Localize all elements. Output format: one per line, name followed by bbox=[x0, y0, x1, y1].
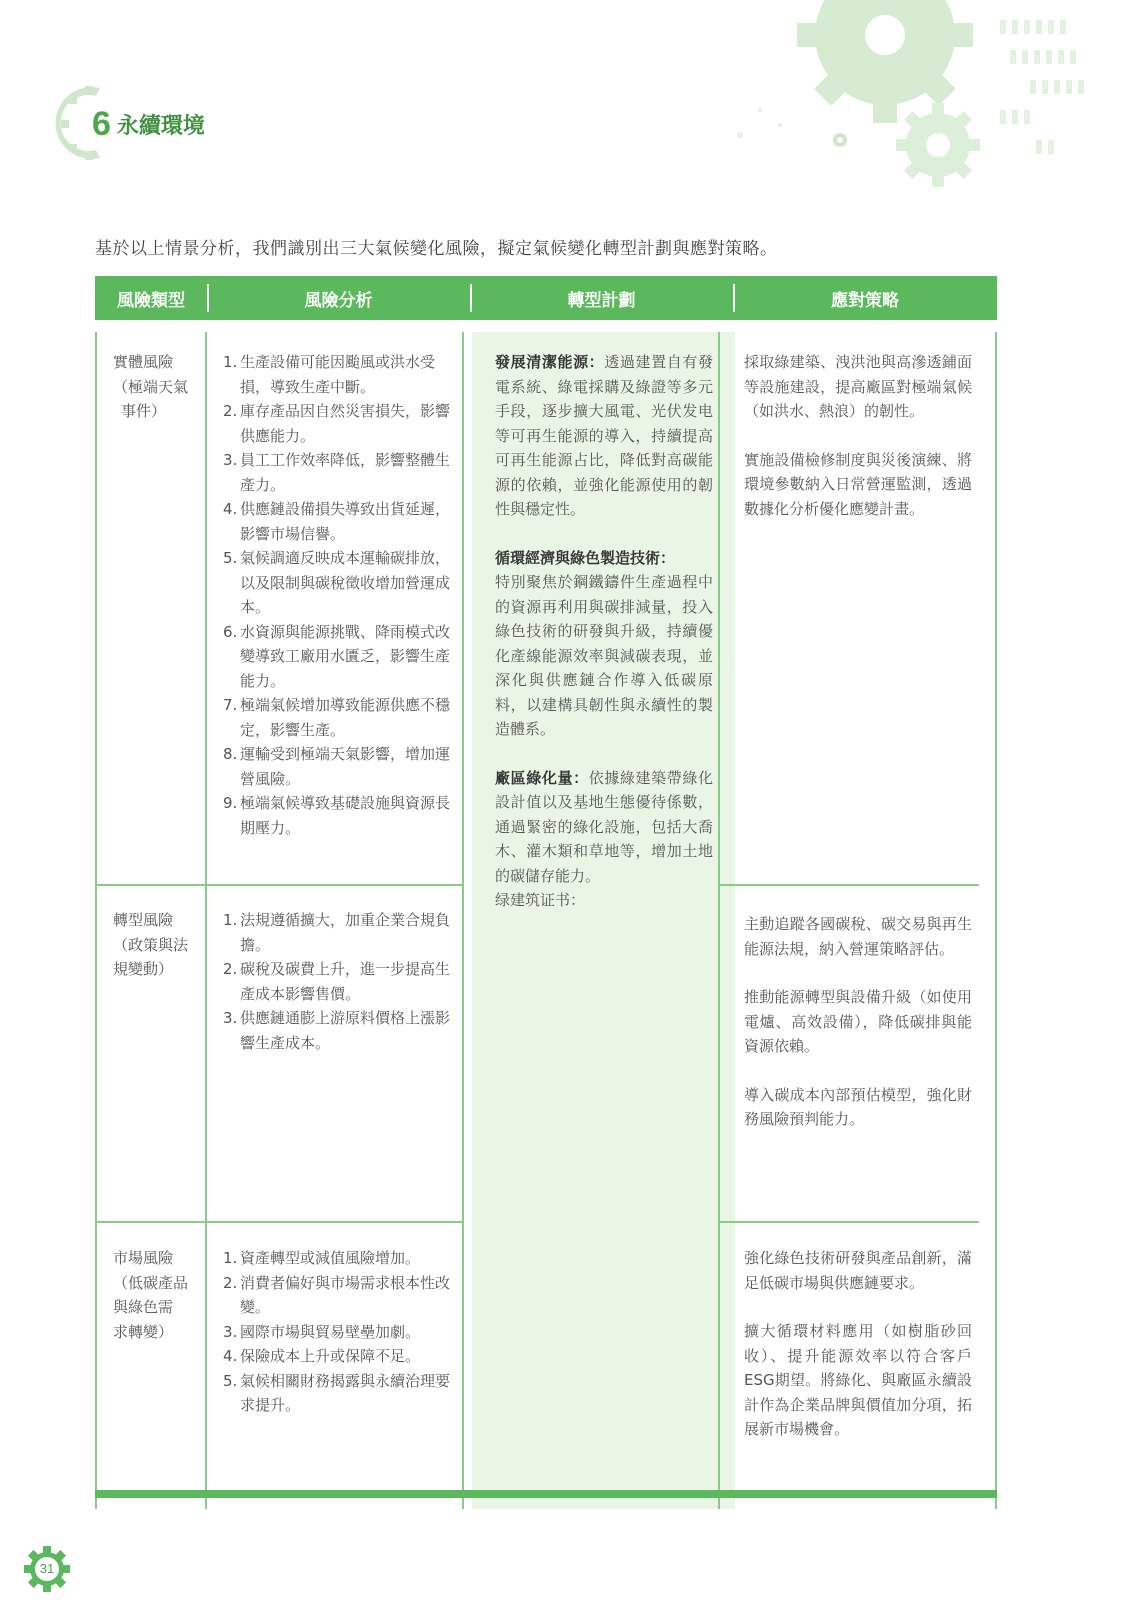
strategy-paragraph: 主動追蹤各國碳稅、碳交易與再生能源法規，納入營運策略評估。 bbox=[744, 915, 972, 958]
plan-text: 透過建置自有發電系統、綠電採購及綠證等多元手段，逐步擴大風電、光伏发电等可再生能源的導入，持續提高可再生能源占比，降低對高碳能源的依賴，並強化能源使用的韌性與穩定性。 bbox=[495, 353, 713, 518]
category-line: 市場風險 bbox=[113, 1249, 174, 1267]
divider bbox=[462, 332, 464, 1509]
item-number: 2. bbox=[223, 402, 238, 420]
list-item bbox=[223, 908, 455, 957]
row-divider bbox=[97, 884, 463, 886]
item-number: 7. bbox=[223, 696, 238, 714]
analysis-item: 庫存產品因自然災害損失，影響供應能力。 bbox=[240, 402, 451, 445]
list-item bbox=[223, 791, 455, 840]
list-item bbox=[223, 1271, 455, 1320]
gear-decoration-top-right bbox=[700, 0, 1124, 200]
plan-paragraph bbox=[495, 546, 713, 742]
risk-category-transition bbox=[113, 908, 203, 982]
item-number: 3. bbox=[223, 451, 238, 469]
analysis-item: 水資源與能源挑戰、降雨模式改變導致工廠用水匱乏，影響生產能力。 bbox=[240, 622, 451, 690]
category-line: 事件） bbox=[121, 402, 167, 420]
item-number: 1. bbox=[223, 353, 238, 371]
item-number: 8. bbox=[223, 745, 238, 763]
list-item bbox=[223, 546, 455, 620]
analysis-item: 員工工作效率降低，影響整體生產力。 bbox=[240, 451, 451, 494]
plan-text: 依據綠建築帶綠化設計值以及基地生態優待係數，通過緊密的綠化設施，包括大喬木、灌木類和草地等，增加土地的碳儲存能力。 bbox=[495, 768, 713, 885]
page-number: 31 bbox=[35, 1557, 59, 1581]
bottom-bar bbox=[95, 1490, 997, 1498]
analysis-item: 法規遵循擴大，加重企業合規負擔。 bbox=[240, 911, 451, 954]
list-item bbox=[223, 742, 455, 791]
item-number: 1. bbox=[223, 911, 238, 929]
header-risk-type: 風險類型 bbox=[117, 290, 185, 311]
item-number: 4. bbox=[223, 500, 238, 518]
list-item bbox=[223, 620, 455, 694]
analysis-item: 運輸受到極端天氣影響，增加運營風險。 bbox=[240, 745, 451, 788]
plan-paragraph bbox=[495, 350, 713, 522]
plan-title: 廠區綠化量： bbox=[495, 768, 589, 787]
plan-text: 绿建筑证书： bbox=[495, 891, 586, 909]
category-line: 與綠色需 bbox=[113, 1298, 174, 1316]
analysis-item: 氣候相關財務揭露與永續治理要求提升。 bbox=[240, 1371, 451, 1414]
chapter-header bbox=[62, 84, 205, 164]
analysis-item: 氣候調適反映成本運輸碳排放，以及限制與碳稅徵收增加營運成本。 bbox=[240, 549, 451, 616]
analysis-item: 消費者偏好與市場需求根本性改變。 bbox=[240, 1273, 451, 1316]
transition-plan bbox=[495, 350, 713, 937]
list-item bbox=[223, 1320, 455, 1345]
list-item bbox=[223, 399, 455, 448]
category-line: 轉型風險 bbox=[113, 911, 174, 929]
strategy-paragraph: 採取綠建築、洩洪池與高滲透鋪面等設施建設，提高廠區對極端氣候（如洪水、熱浪）的韌性。 bbox=[744, 353, 972, 420]
row-divider bbox=[97, 1221, 463, 1223]
strategy-paragraph: 強化綠色技術研發與產品創新，滿足低碳市場與供應鏈要求。 bbox=[744, 1249, 972, 1292]
list-item bbox=[223, 1246, 455, 1271]
plan-title: 發展清潔能源： bbox=[495, 353, 605, 371]
chapter-title: 永續環境 bbox=[116, 113, 205, 139]
strategy-transition bbox=[744, 912, 972, 1156]
analysis-item: 資產轉型或減值風險增加。 bbox=[240, 1249, 421, 1267]
category-line: 規變動） bbox=[113, 960, 174, 978]
analysis-item: 供應鏈設備損失導致出貨延遲，影響市場信譽。 bbox=[240, 500, 451, 543]
item-number: 1. bbox=[223, 1249, 238, 1267]
item-number: 5. bbox=[223, 1371, 238, 1390]
list-item bbox=[223, 1006, 455, 1055]
table-header bbox=[95, 276, 997, 320]
risk-analysis-transition bbox=[223, 908, 455, 1055]
strategy-paragraph: 實施設備檢修制度與災後演練、將環境參數納入日常營運監測，透過數據化分析優化應變計畫。 bbox=[744, 450, 972, 518]
row-divider bbox=[718, 884, 979, 886]
analysis-item: 碳稅及碳費上升，進一步提高生產成本影響售價。 bbox=[240, 960, 451, 1003]
list-item bbox=[223, 448, 455, 497]
divider bbox=[205, 332, 207, 1509]
analysis-item: 生產設備可能因颱風或洪水受損，導致生產中斷。 bbox=[240, 353, 436, 396]
intro-text: 基於以上情景分析，我們識別出三大氣候變化風險，擬定氣候變化轉型計劃與應對策略。 bbox=[95, 239, 778, 259]
plan-paragraph bbox=[495, 888, 713, 913]
strategy-paragraph: 推動能源轉型與設備升級（如使用電爐、高效設備），降低碳排與能資源依賴。 bbox=[744, 988, 972, 1055]
risk-category-physical bbox=[113, 350, 203, 424]
analysis-item: 保險成本上升或保障不足。 bbox=[240, 1347, 421, 1365]
plan-paragraph bbox=[495, 766, 713, 889]
strategy-physical bbox=[744, 350, 972, 545]
item-number: 3. bbox=[223, 1322, 238, 1341]
category-line: （低碳產品 bbox=[113, 1273, 189, 1292]
analysis-item: 供應鏈通膨上游原料價格上漲影響生產成本。 bbox=[240, 1009, 451, 1052]
item-number: 2. bbox=[223, 1273, 238, 1292]
strategy-market bbox=[744, 1246, 972, 1466]
category-line: （政策與法 bbox=[113, 935, 189, 954]
category-line: 求轉變） bbox=[113, 1322, 174, 1341]
item-number: 3. bbox=[223, 1009, 238, 1027]
plan-title: 循環經濟與綠色製造技術： bbox=[495, 548, 676, 567]
risk-analysis-physical bbox=[223, 350, 455, 840]
category-line: （極端天氣 bbox=[113, 377, 189, 396]
risk-analysis-market bbox=[223, 1246, 455, 1418]
analysis-item: 極端氣候增加導致能源供應不穩定，影響生產。 bbox=[240, 696, 451, 739]
analysis-item: 國際市場與貿易壁壘加劇。 bbox=[240, 1322, 421, 1341]
list-item bbox=[223, 957, 455, 1006]
item-number: 9. bbox=[223, 794, 238, 812]
strategy-paragraph: 擴大循環材料應用（如樹脂砂回收）、提升能源效率以符合客戶ESG期望。將綠化、與廠區永續設計作為企業品牌與價值加分項，拓展新市場機會。 bbox=[744, 1322, 972, 1438]
item-number: 5. bbox=[223, 549, 238, 567]
header-response-strategy: 應對策略 bbox=[733, 276, 997, 320]
risk-category-market bbox=[113, 1246, 203, 1344]
header-transition-plan: 轉型計劃 bbox=[470, 276, 733, 320]
plan-text: 特別聚焦於鋼鐵鑄件生產過程中的資源再利用與碳排減量，投入綠色技術的研發與升級，持續優化產線能源效率與減碳表現，並深化與供應鏈合作導入低碳原料，以建構具韌性與永續性的製造體系。 bbox=[495, 573, 713, 738]
list-item bbox=[223, 497, 455, 546]
category-line: 實體風險 bbox=[113, 353, 174, 371]
item-number: 4. bbox=[223, 1347, 238, 1365]
analysis-item: 極端氣候導致基礎設施與資源長期壓力。 bbox=[240, 794, 451, 837]
chapter-number: 6 bbox=[92, 104, 111, 143]
list-item bbox=[223, 350, 455, 399]
item-number: 2. bbox=[223, 960, 238, 978]
list-item bbox=[223, 1369, 455, 1418]
risk-table bbox=[95, 276, 997, 1509]
row-divider bbox=[718, 1221, 979, 1223]
list-item bbox=[223, 1344, 455, 1369]
table-body bbox=[95, 332, 997, 1509]
list-item bbox=[223, 693, 455, 742]
item-number: 6. bbox=[223, 622, 238, 641]
header-risk-analysis: 風險分析 bbox=[207, 276, 470, 320]
divider bbox=[718, 332, 720, 1509]
strategy-paragraph: 導入碳成本內部預估模型，強化財務風險預判能力。 bbox=[744, 1085, 972, 1128]
